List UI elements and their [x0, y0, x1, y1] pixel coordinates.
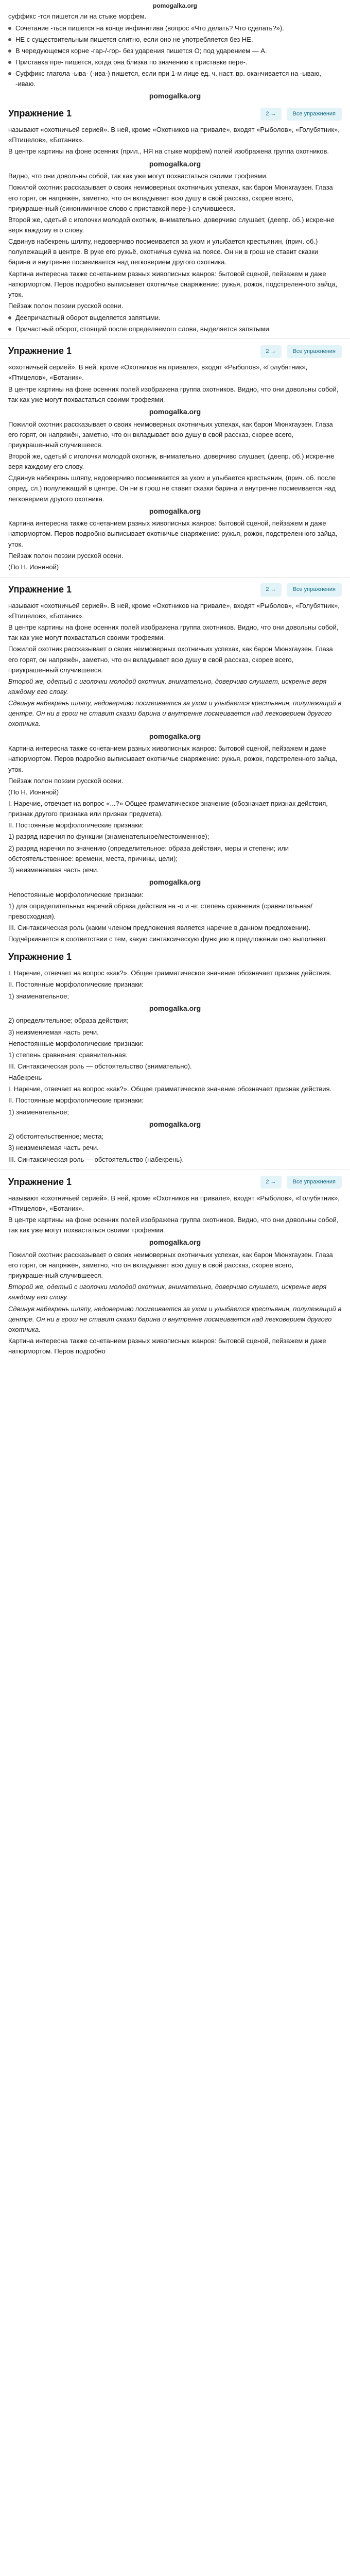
list-item: Деепричастный оборот выделяется запятыми.: [8, 313, 342, 323]
paragraph: Второй же, одетый с иголочки молодой охотник, внимательно, доверчиво слушает, искренне веря каждому его слову.: [8, 1283, 327, 1301]
pager: [260, 345, 342, 358]
paragraph: Пожилой охотник рассказывает о своих неимоверных охотничьих успехах, как барон Мюнхгаузен. Глаза его горят, он напряжён, заметно, что он вкладывает всю душу в свой рассказ, скорее всего, приукрашенный случившееся.: [8, 645, 333, 674]
next-page-button[interactable]: 2 →: [260, 345, 281, 358]
morph-line: 1) знаменательное;: [8, 1108, 69, 1116]
paragraph: Сдвинув набекрень шляпу, недоверчиво посмеивается за ухом и улыбается крестьянин, (прич. об. после опред. сл.) полулежащий в центре. Он ни в грош не ставит сказки барина и внутренне посмеивается над легковерием другого охотника.: [8, 474, 336, 503]
paragraph: называют «охотничьей серией». В ней, кроме «Охотников на привале», входят «Рыболов», «Голубятник», «Птицелов», «Ботаник».: [8, 126, 340, 144]
paragraph: «охотничьей серией». В ней, кроме «Охотников на привале», входят «Рыболов», «Голубятник», «Птицелов», «Ботаник».: [8, 363, 308, 382]
all-exercises-button[interactable]: Все упражнения: [287, 1176, 342, 1189]
morph-line: III. Синтаксическая роль — обстоятельство (набекрень).: [8, 1155, 184, 1163]
exercise-title: Упражнение 1: [8, 108, 72, 119]
paragraph: Сдвинув набекрень шляпу, недоверчиво посмеивается за ухом и улыбается крестьянин, полулежащий в центре. Он ни в грош не ставит сказки барина и внутренне посмеивается над легковерием другого охотника.: [8, 699, 342, 728]
paragraph: Картина интересна также сочетанием разных живописных жанров: бытовой сценой, пейзажем и даже натюрмортом. Перов подробно: [8, 1337, 326, 1355]
watermark: pomogalka.org: [149, 732, 201, 740]
paragraph: Пожилой охотник рассказывает о своих неимоверных охотничьих успехах, как барон Мюнхгаузен. Глаза его горят, он напряжён, заметно, что он вкладывает всю душу в свой рассказ, скорее всего, приукрашенный случившееся.: [8, 1250, 333, 1280]
morph-line: Подчёркивается в соответствии с тем, какую синтаксическую функцию в предложении оно выполняет.: [8, 935, 327, 943]
watermark: pomogalka.org: [149, 1238, 201, 1247]
exercise-section-5: [0, 1175, 350, 1358]
paragraph: Сдвинув набекрень шляпу, недоверчиво посмеивается за ухом и улыбается крестьянин, (прич. об.) полулежащий в центре. В руке его ружьё, охотничья сумка на поясе. Он ни в грош не ставит сказки барина и внутренне посмеивается над легковерием другого охотника.: [8, 238, 319, 266]
next-page-button[interactable]: 2 →: [260, 108, 281, 121]
bullet-icon: [8, 61, 11, 64]
paragraph: Пейзаж полон поэзии русской осени.: [8, 551, 124, 560]
morph-line: 3) неизменяемая часть речи.: [8, 866, 99, 874]
watermark-top: pomogalka.org: [152, 2, 197, 9]
watermark: pomogalka.org: [149, 877, 201, 886]
list-item: Приставка пре- пишется, когда она близка по значению к приставке пере-.: [8, 57, 342, 67]
morph-line: I. Наречие, отвечает на вопрос «...?» Общее грамматическое значение (обозначает признак действия, признак другого признака или признак предмета).: [8, 800, 328, 818]
bullet-icon: [8, 328, 11, 331]
paragraph: В центре картины на фоне осенних полей изображена группа охотников. Видно, что они довольны собой, так как уже могут похвастаться своими трофеями.: [8, 623, 339, 642]
all-exercises-button[interactable]: Все упражнения: [287, 345, 342, 358]
attribution: (По Н. Иониной): [8, 563, 59, 571]
morph-line: III. Синтаксическая роль (каким членом предложения является наречие в данном предложении).: [8, 924, 311, 932]
paragraph: Второй же, одетый с иголочки молодой охотник, внимательно, доверчиво слушает, искренне веря каждому его слову.: [8, 677, 327, 696]
bullet-icon: [8, 316, 11, 319]
exercise-title: Упражнение 1: [8, 1176, 72, 1187]
exercise-title: Упражнение 1: [8, 952, 72, 962]
watermark: pomogalka.org: [149, 407, 201, 416]
top-fragment: суффикс -тся пишется ли на стыке морфем.: [8, 12, 147, 20]
paragraph: В центре картины на фоне осенних (прил., НЯ на стыке морфем) полей изображена группа охотников.: [8, 147, 329, 156]
bullet-icon: [8, 38, 11, 41]
paragraph: называют «охотничьей серией». В ней, кроме «Охотников на привале», входят «Рыболов», «Голубятник», «Птицелов», «Ботаник».: [8, 601, 340, 620]
paragraph: В центре картины на фоне осенних полей изображена группа охотников. Видно, что они довольны собой, так как уже могут похвастаться своими трофеями.: [8, 1215, 339, 1234]
intro-section: [0, 11, 350, 102]
next-page-button[interactable]: 2 →: [260, 1176, 281, 1189]
watermark: pomogalka.org: [149, 159, 201, 168]
morph-line: Непостоянные морфологические признаки:: [8, 1039, 144, 1047]
paragraph: Второй же, одетый с иголочки молодой охотник, внимательно, доверчиво слушает, (деепр. об.) искренне веря каждому его слову.: [8, 452, 335, 471]
morph-line: I. Наречие, отвечает на вопрос «как?». Общее грамматическое значение обозначает признак действия.: [8, 1085, 332, 1093]
exercise-header: [8, 950, 342, 964]
paragraph: Картина интересна также сочетанием разных живописных жанров: бытовой сценой, пейзажем и даже натюрмортом. Перов подробно выписывает охотничье снаряжение: ружья, рожок, подстреленного зайца, уток.: [8, 519, 338, 548]
list-item: Сочетание -тьcя пишется на конце инфинитива (вопрос «Что делать? Что сделать?»).: [8, 23, 342, 33]
paragraph: называют «охотничьей серией». В ней, кроме «Охотников на привале», входят «Рыболов», «Голубятник», «Птицелов», «Ботаник».: [8, 1194, 340, 1212]
exercise-title: Упражнение 1: [8, 346, 72, 357]
morph-line: II. Постоянные морфологические признаки:: [8, 821, 144, 829]
watermark: pomogalka.org: [149, 91, 201, 100]
paragraph: Пожилой охотник рассказывает о своих неимоверных охотничьих успехах, как барон Мюнхгаузен. Глаза его горят, он напряжён, заметно, что он вкладывает всю душу в свой рассказ, скорее всего, приукрашенный (синонимичное слово с приставкой пере-) случившееся.: [8, 183, 333, 212]
morph-line: III. Синтаксическая роль — обстоятельство (внимательно).: [8, 1062, 192, 1070]
exercise-header: [8, 107, 342, 121]
all-exercises-button[interactable]: Все упражнения: [287, 583, 342, 596]
attribution: (По Н. Иониной): [8, 788, 59, 796]
morph-line: II. Постоянные морфологические признаки:: [8, 980, 144, 989]
list-item: Суффикс глагола -ыва- (-ива-) пишется, если при 1-м лице ед. ч. наст. вр. оканчивается на -ываю, -иваю.: [8, 69, 342, 89]
exercise-header: [8, 344, 342, 359]
exercise-header: [8, 583, 342, 597]
morph-line: 1) степень сравнения: сравнительная.: [8, 1050, 128, 1059]
morph-line: I. Наречие, отвечает на вопрос «как?». Общее грамматическое значение обозначает признак действия.: [8, 969, 332, 977]
exercise-header: [8, 1175, 342, 1190]
morph-line: 1) для определительных наречий образа действия на -о и -е: степень сравнения (сравнительная/превосходная).: [8, 902, 313, 920]
exercise-section-3: [0, 583, 350, 945]
paragraph: Второй же, одетый с иголочки молодой охотник, внимательно, доверчиво слушает, (деепр. об.) искренне веря каждому его слову.: [8, 215, 335, 234]
paragraph: Пейзаж полон поэзии русской осени.: [8, 301, 124, 310]
bullet-icon: [8, 27, 11, 30]
exercise-section-4: [0, 950, 350, 1165]
morph-line: 3) неизменяемая часть речи.: [8, 1144, 99, 1152]
exercise-section-2: [0, 344, 350, 573]
morph-line: Непостоянные морфологические признаки:: [8, 890, 144, 899]
bullet-icon: [8, 49, 11, 53]
morph-line: 2) определительное; образа действия;: [8, 1016, 129, 1025]
paragraph: Видно, что они довольны собой, так как уже могут похвастаться своими трофеями.: [8, 172, 268, 180]
list-item: НЕ с существительным пишется слитно, если оно не употребляется без НЕ.: [8, 35, 342, 45]
next-page-button[interactable]: 2 →: [260, 583, 281, 596]
morph-line: II. Постоянные морфологические признаки:: [8, 1096, 144, 1105]
list-item: Причастный оборот, стоящий после определяемого слова, выделяется запятыми.: [8, 324, 342, 334]
morph-line: Набекрень: [8, 1074, 42, 1082]
exercise-section-1: [0, 107, 350, 334]
paragraph: Пейзаж полон поэзии русской осени.: [8, 776, 124, 785]
paragraph: Пожилой охотник рассказывает о своих неимоверных охотничьих успехах, как барон Мюнхгаузен. Глаза его горят, он напряжён, заметно, что он вкладывает всю душу в свой рассказ, скорее всего, приукрашенный случившееся.: [8, 420, 333, 449]
watermark: pomogalka.org: [149, 1120, 201, 1128]
list-item: В чередующемся корне -гар-/-гор- без ударения пишется О; под ударением — А.: [8, 46, 342, 56]
pager: [260, 1176, 342, 1189]
pager: [260, 108, 342, 121]
all-exercises-button[interactable]: Все упражнения: [287, 108, 342, 121]
morph-line: 3) неизменяемая часть речи.: [8, 1028, 99, 1036]
exercise-title: Упражнение 1: [8, 584, 72, 595]
morph-line: 2) разряд наречия по значению (определительное: образа действия, меры и степени; или обстоятельственное: времени, места, причины, цели);: [8, 844, 289, 862]
morph-line: 2) обстоятельственное; места;: [8, 1132, 104, 1141]
watermark: pomogalka.org: [149, 506, 201, 515]
paragraph: В центре картины на фоне осенних полей изображена группа охотников. Видно, что они довольны собой, так как уже могут похвастаться своими трофеями.: [8, 385, 339, 403]
paragraph: Картина интересна также сочетанием разных живописных жанров: бытовой сценой, пейзажем и даже натюрмортом. Перов подробно выписывает охотничье снаряжение: ружья, рожок, подстреленного зайца, уток.: [8, 744, 338, 773]
morph-line: 1) знаменательное;: [8, 992, 69, 1000]
morph-line: 1) разряд наречия по функции (знаменательное/местоименное);: [8, 833, 209, 841]
watermark: pomogalka.org: [149, 1004, 201, 1012]
paragraph: Сдвинув набекрень шляпу, недоверчиво посмеивается за ухом и улыбается крестьянин, полулежащий в центре. Он ни в грош не ставит сказки барина и внутренне посмеивается над легковерием другого охотника.: [8, 1304, 342, 1333]
paragraph: Картина интересна также сочетанием разных живописных жанров: бытовой сценой, пейзажем и даже натюрмортом. Перов подробно выписывает охотничье снаряжение: ружья, рожок, подстреленного зайца, уток.: [8, 269, 338, 298]
bullet-icon: [8, 72, 11, 75]
pager: [260, 583, 342, 596]
